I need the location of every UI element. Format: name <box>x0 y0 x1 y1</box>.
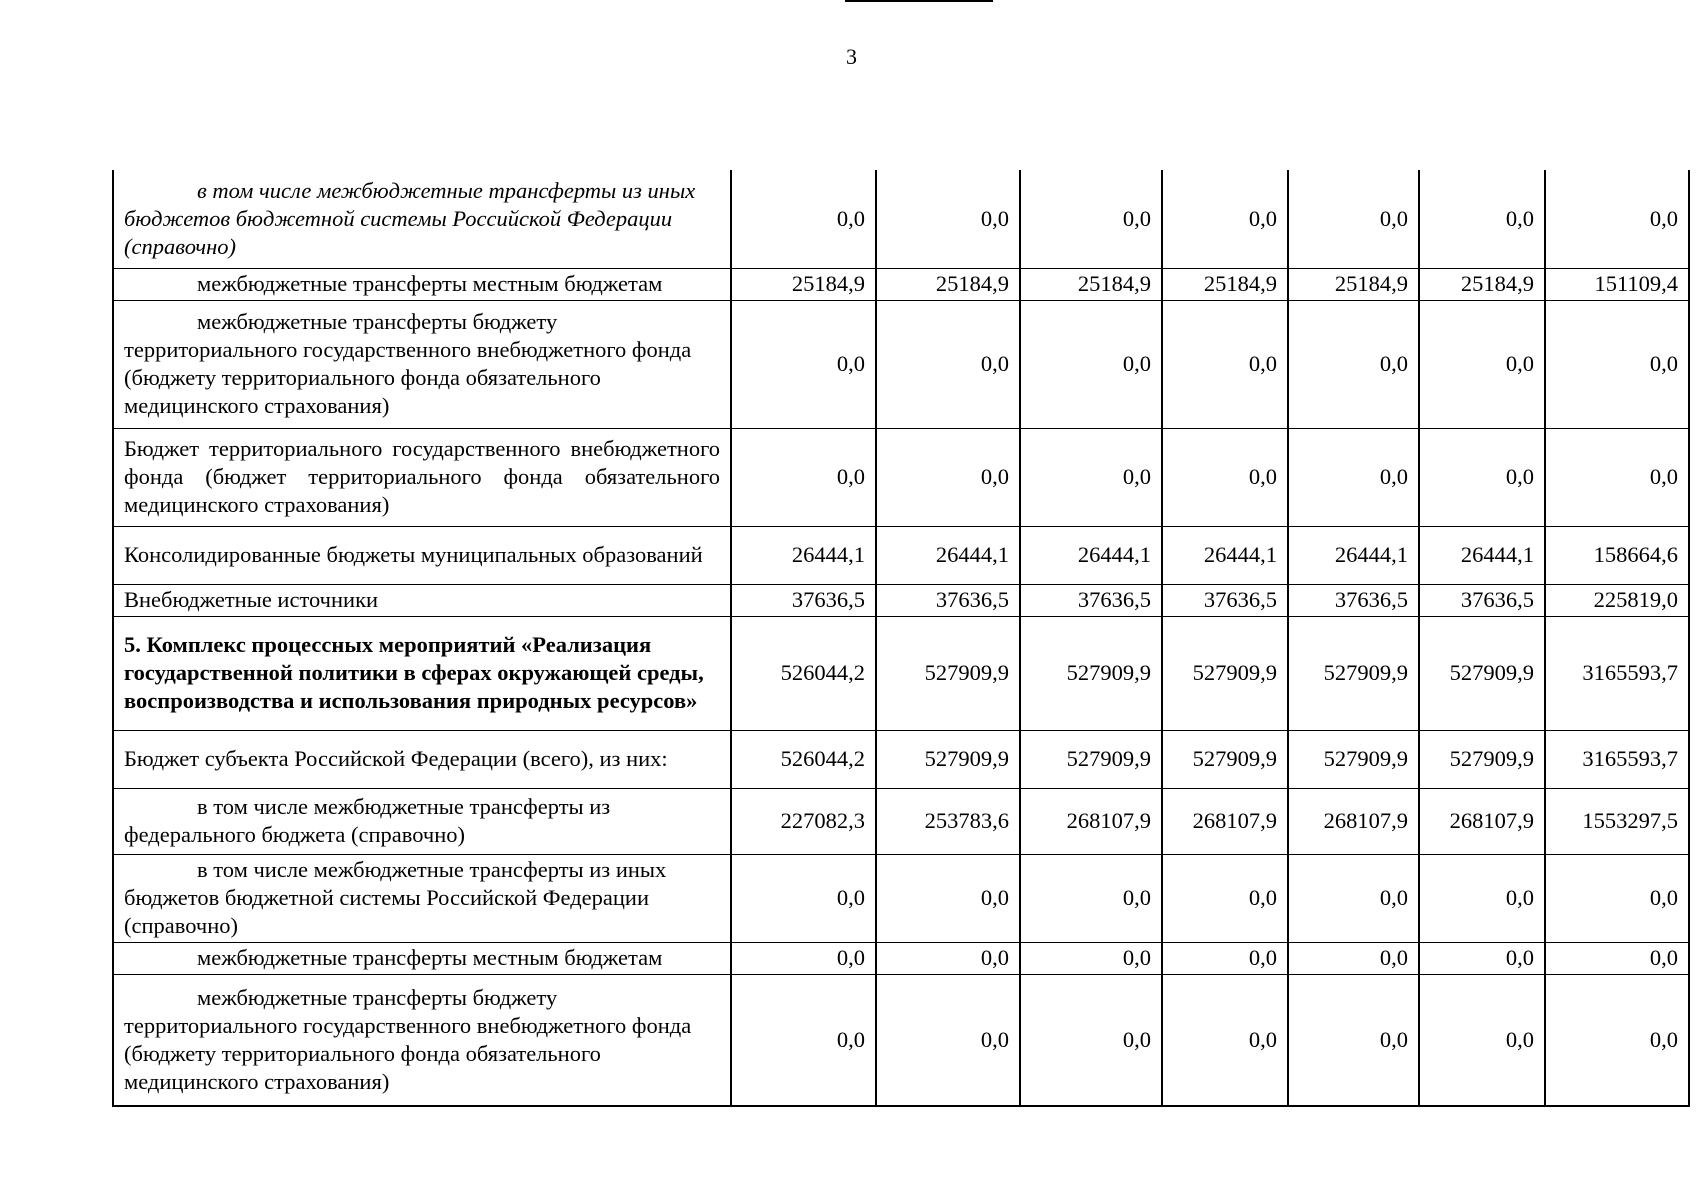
row-total-value: 0,0 <box>1545 428 1689 526</box>
row-label: межбюджетные трансферты бюджету территориального государственного внебюджетного фонда (бюджету территориального фонда обязательного медицинского страхования) <box>113 300 731 428</box>
row-year-value: 268107,9 <box>1162 788 1288 854</box>
table-row <box>113 730 1689 788</box>
row-label: Внебюджетные источники <box>113 584 731 616</box>
row-year-value: 0,0 <box>1419 428 1545 526</box>
row-year-value: 253783,6 <box>876 788 1020 854</box>
row-year-value: 527909,9 <box>1020 730 1162 788</box>
row-year-value: 527909,9 <box>1419 730 1545 788</box>
row-year-value: 37636,5 <box>1288 584 1419 616</box>
table-row <box>113 428 1689 526</box>
row-year-value: 0,0 <box>1162 170 1288 268</box>
row-label: межбюджетные трансферты местным бюджетам <box>113 942 731 974</box>
row-year-value: 0,0 <box>1288 428 1419 526</box>
row-year-value: 0,0 <box>1419 300 1545 428</box>
row-year-value: 0,0 <box>731 428 876 526</box>
row-label: в том числе межбюджетные трансферты из иных бюджетов бюджетной системы Российской Федерации (справочно) <box>113 854 731 942</box>
row-year-value: 0,0 <box>1162 428 1288 526</box>
table-row <box>113 854 1689 942</box>
row-year-value: 0,0 <box>1020 974 1162 1106</box>
row-year-value: 227082,3 <box>731 788 876 854</box>
table-row <box>113 300 1689 428</box>
row-year-value: 0,0 <box>731 974 876 1106</box>
row-year-value: 26444,1 <box>1288 526 1419 584</box>
row-year-value: 0,0 <box>1162 974 1288 1106</box>
row-label: Консолидированные бюджеты муниципальных образований <box>113 526 731 584</box>
row-year-value: 26444,1 <box>1419 526 1545 584</box>
row-year-value: 0,0 <box>1419 974 1545 1106</box>
row-year-value: 0,0 <box>1419 942 1545 974</box>
row-year-value: 37636,5 <box>1162 584 1288 616</box>
row-year-value: 0,0 <box>876 854 1020 942</box>
table-body <box>113 170 1689 1106</box>
row-year-value: 527909,9 <box>1288 616 1419 730</box>
row-year-value: 0,0 <box>876 942 1020 974</box>
budget-table <box>112 170 1690 1107</box>
row-total-value: 158664,6 <box>1545 526 1689 584</box>
table-row <box>113 942 1689 974</box>
row-year-value: 37636,5 <box>731 584 876 616</box>
row-year-value: 0,0 <box>876 974 1020 1106</box>
row-year-value: 0,0 <box>876 428 1020 526</box>
row-total-value: 0,0 <box>1545 942 1689 974</box>
row-year-value: 268107,9 <box>1020 788 1162 854</box>
row-year-value: 25184,9 <box>1162 268 1288 300</box>
row-total-value: 0,0 <box>1545 974 1689 1106</box>
row-label: межбюджетные трансферты местным бюджетам <box>113 268 731 300</box>
row-year-value: 25184,9 <box>1020 268 1162 300</box>
row-year-value: 527909,9 <box>1288 730 1419 788</box>
row-label: межбюджетные трансферты бюджету территориального государственного внебюджетного фонда (бюджету территориального фонда обязательного медицинского страхования) <box>113 974 731 1106</box>
row-year-value: 527909,9 <box>876 616 1020 730</box>
row-label: Бюджет территориального государственного внебюджетного фонда (бюджет территориального фонда обязательного медицинского страхования) <box>113 428 731 526</box>
row-total-value: 3165593,7 <box>1545 616 1689 730</box>
row-year-value: 527909,9 <box>1162 730 1288 788</box>
row-year-value: 527909,9 <box>1162 616 1288 730</box>
row-year-value: 37636,5 <box>1020 584 1162 616</box>
row-year-value: 0,0 <box>1162 942 1288 974</box>
row-label: в том числе межбюджетные трансферты из федерального бюджета (справочно) <box>113 788 731 854</box>
row-label: в том числе межбюджетные трансферты из иных бюджетов бюджетной системы Российской Федерации (справочно) <box>113 170 731 268</box>
row-year-value: 0,0 <box>1020 170 1162 268</box>
row-year-value: 0,0 <box>731 942 876 974</box>
row-year-value: 0,0 <box>876 300 1020 428</box>
table-row <box>113 268 1689 300</box>
row-total-value: 151109,4 <box>1545 268 1689 300</box>
row-year-value: 25184,9 <box>876 268 1020 300</box>
row-total-value: 0,0 <box>1545 170 1689 268</box>
row-label: Бюджет субъекта Российской Федерации (всего), из них: <box>113 730 731 788</box>
row-year-value: 0,0 <box>1020 854 1162 942</box>
row-year-value: 526044,2 <box>731 616 876 730</box>
top-rule <box>845 0 993 2</box>
table-row <box>113 170 1689 268</box>
row-year-value: 527909,9 <box>1020 616 1162 730</box>
row-year-value: 0,0 <box>1020 300 1162 428</box>
row-year-value: 0,0 <box>1020 942 1162 974</box>
row-year-value: 25184,9 <box>1419 268 1545 300</box>
table-row <box>113 788 1689 854</box>
row-year-value: 26444,1 <box>1020 526 1162 584</box>
row-year-value: 0,0 <box>731 300 876 428</box>
table-row <box>113 616 1689 730</box>
row-year-value: 0,0 <box>1419 170 1545 268</box>
row-year-value: 26444,1 <box>731 526 876 584</box>
row-year-value: 268107,9 <box>1288 788 1419 854</box>
row-year-value: 37636,5 <box>876 584 1020 616</box>
table-row <box>113 526 1689 584</box>
row-year-value: 37636,5 <box>1419 584 1545 616</box>
row-total-value: 225819,0 <box>1545 584 1689 616</box>
row-year-value: 0,0 <box>1020 428 1162 526</box>
row-year-value: 0,0 <box>1288 170 1419 268</box>
row-total-value: 3165593,7 <box>1545 730 1689 788</box>
row-year-value: 0,0 <box>1288 974 1419 1106</box>
row-year-value: 0,0 <box>731 854 876 942</box>
row-year-value: 25184,9 <box>1288 268 1419 300</box>
row-year-value: 527909,9 <box>876 730 1020 788</box>
table-row <box>113 584 1689 616</box>
row-year-value: 268107,9 <box>1419 788 1545 854</box>
row-year-value: 26444,1 <box>876 526 1020 584</box>
row-year-value: 0,0 <box>1162 300 1288 428</box>
row-year-value: 526044,2 <box>731 730 876 788</box>
row-year-value: 0,0 <box>1288 854 1419 942</box>
row-year-value: 25184,9 <box>731 268 876 300</box>
row-year-value: 0,0 <box>731 170 876 268</box>
table-row <box>113 974 1689 1106</box>
row-year-value: 26444,1 <box>1162 526 1288 584</box>
row-total-value: 0,0 <box>1545 300 1689 428</box>
row-total-value: 1553297,5 <box>1545 788 1689 854</box>
row-year-value: 0,0 <box>1162 854 1288 942</box>
row-year-value: 0,0 <box>876 170 1020 268</box>
row-label: 5. Комплекс процессных мероприятий «Реализация государственной политики в сферах окружающей среды, воспроизводства и использования природных ресурсов» <box>113 616 731 730</box>
page-number: 3 <box>846 44 857 69</box>
row-year-value: 527909,9 <box>1419 616 1545 730</box>
row-year-value: 0,0 <box>1288 942 1419 974</box>
row-year-value: 0,0 <box>1419 854 1545 942</box>
row-total-value: 0,0 <box>1545 854 1689 942</box>
row-year-value: 0,0 <box>1288 300 1419 428</box>
